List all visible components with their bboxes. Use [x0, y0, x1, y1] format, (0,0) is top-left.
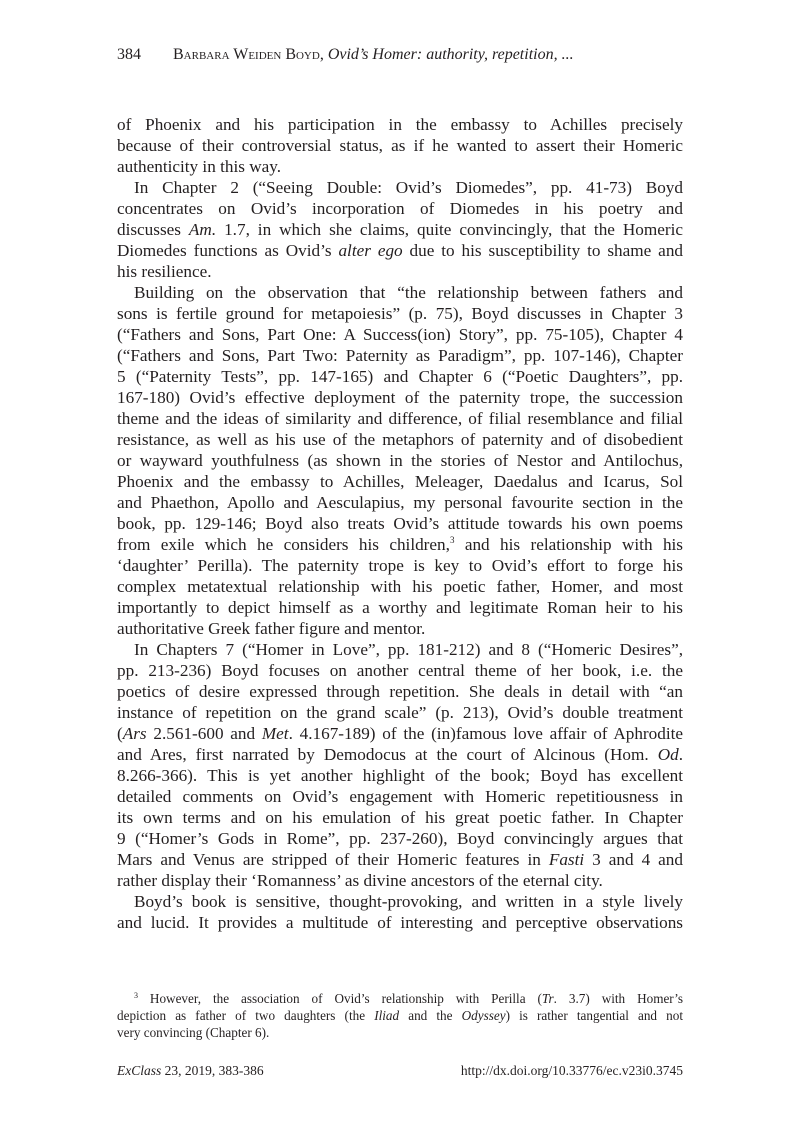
text-run: In Chapter 2 (“Seeing Double: Ovid’s Diomedes”, pp. 41-73) Boyd [134, 178, 683, 197]
text-run: Mars and Venus are stripped of their Homeric features in [117, 850, 549, 869]
text-run: his resilience. [117, 262, 212, 281]
text-line [117, 786, 683, 807]
footnote [117, 990, 683, 1041]
text-run: and his relationship with his [454, 535, 683, 554]
text-line [117, 135, 683, 156]
italic-text: Odyssey [461, 1008, 506, 1023]
text-run: Phoenix and the embassy to Achilles, Meleager, Daedalus and Icarus, Sol [117, 472, 683, 491]
text-run: very convincing (Chapter 6). [117, 1025, 270, 1040]
text-run: concentrates on Ovid’s incorporation of Diomedes in his poetry and [117, 199, 683, 218]
text-run: its own terms and on his emulation of his great poetic father. In Chapter [117, 808, 683, 827]
italic-text: Met [261, 724, 289, 743]
header-title: Ovid’s Homer: authority, repetition, ... [327, 46, 574, 63]
paragraph [117, 891, 683, 933]
text-line [117, 282, 683, 303]
text-run: of Phoenix and his participation in the embassy to Achilles precisely [117, 115, 683, 134]
text-line [117, 261, 683, 282]
footnote-line [117, 1007, 683, 1024]
text-run: ) is rather tangential and not [505, 1008, 684, 1023]
text-run: and Ares, first narrated by Demodocus at the court of Alcinous (Hom. [117, 745, 658, 764]
text-run: 167-180) Ovid’s effective deployment of the paternity trope, the succession [117, 388, 683, 407]
text-line [117, 681, 683, 702]
footer-citation [117, 1063, 264, 1079]
text-run: authoritative Greek father figure and mentor. [117, 619, 426, 638]
text-run: In Chapters 7 (“Homer in Love”, pp. 181-212) and 8 (“Homeric Desires”, [134, 640, 683, 659]
text-run: However, the association of Ovid’s relationship with Perilla ( [138, 991, 542, 1006]
text-line [117, 450, 683, 471]
text-line [117, 912, 683, 933]
text-run: and the [399, 1008, 462, 1023]
text-run: or wayward youthfulness (as shown in the stories of Nestor and Antilochus, [117, 451, 683, 470]
text-run: poetics of desire expressed through repetition. She deals in detail with “an [117, 682, 683, 701]
text-run: . 3.7) with Homer’s [553, 991, 683, 1006]
text-line [117, 345, 683, 366]
footnote-line [117, 990, 683, 1007]
italic-text: Am. [188, 220, 217, 239]
text-run: . 4.167-189) of the (in)famous love affair of Aphrodite [288, 724, 684, 743]
text-run: 2.561-600 and [146, 724, 262, 743]
text-run: from exile which he considers his children, [117, 535, 450, 554]
text-run: and Phaethon, Apollo and Aesculapius, my personal favourite section in the [117, 493, 683, 512]
text-run: due to his susceptibility to shame and [402, 241, 684, 260]
text-line [117, 870, 683, 891]
text-run: pp. 213-236) Boyd focuses on another central theme of her book, i.e. the [117, 661, 683, 680]
text-line [117, 849, 683, 870]
paragraph [117, 282, 683, 639]
text-run: rather display their ‘Romanness’ as divine ancestors of the eternal city. [117, 871, 603, 890]
text-line [117, 744, 683, 765]
text-run: depiction as father of two daughters (the [117, 1008, 375, 1023]
text-run: ‘daughter’ Perilla). The paternity trope is key to Ovid’s effort to forge his [117, 556, 683, 575]
body-text [117, 114, 683, 933]
text-line [117, 702, 683, 723]
text-line [117, 597, 683, 618]
text-run: instance of repetition on the grand scale” (p. 213), Ovid’s double treatment [117, 703, 683, 722]
text-line [117, 240, 683, 261]
text-line [117, 723, 683, 744]
text-run: (“Fathers and Sons, Part Two: Paternity as Paradigm”, pp. 107-146), Chapter [117, 346, 683, 365]
text-run: resistance, as well as his use of the metaphors of paternity and of disobedient [117, 430, 683, 449]
doi-link[interactable]: http://dx.doi.org/10.33776/ec.v23i0.3745 [460, 1063, 683, 1078]
italic-text: Iliad [374, 1008, 400, 1023]
text-run: and lucid. It provides a multitude of interesting and perceptive observations [117, 913, 683, 932]
journal-name: ExClass [117, 1063, 162, 1078]
text-line [117, 219, 683, 240]
text-run: sons is fertile ground for metapoiesis” (p. 75), Boyd discusses in Chapter 3 [117, 304, 683, 323]
text-run: 1.7, in which she claims, quite convincingly, that the Homeric [216, 220, 683, 239]
text-run: complex metatextual relationship with his poetic father, Homer, and most [117, 577, 683, 596]
text-line [117, 177, 683, 198]
text-line [117, 513, 683, 534]
text-run: Building on the observation that “the relationship between fathers and [134, 283, 683, 302]
text-line [117, 492, 683, 513]
text-line [117, 387, 683, 408]
text-run: importantly to depict himself as a worthy and legitimate Roman heir to his [117, 598, 683, 617]
text-run: (“Fathers and Sons, Part One: A Success(ion) Story”, pp. 75-105), Chapter 4 [117, 325, 683, 344]
italic-text: Fasti [548, 850, 585, 869]
text-run: . [678, 745, 683, 764]
header-separator: , [319, 46, 328, 63]
footnote-line [117, 1024, 683, 1041]
issue-info: 23, 2019, 383-386 [161, 1063, 264, 1078]
paragraph [117, 639, 683, 891]
text-line [117, 660, 683, 681]
text-run: book, pp. 129-146; Boyd also treats Ovid’s attitude towards his own poems [117, 514, 683, 533]
footnote-marker: 3 [134, 991, 138, 1000]
text-run: 9 (“Homer’s Gods in Rome”, pp. 237-260), Boyd convincingly argues that [117, 829, 683, 848]
text-run: 3 and 4 and [584, 850, 683, 869]
text-line [117, 534, 683, 555]
text-line [117, 765, 683, 786]
text-line [117, 807, 683, 828]
text-run: detailed comments on Ovid’s engagement with Homeric repetitiousness in [117, 787, 683, 806]
paragraph [117, 177, 683, 282]
italic-text: Ars [122, 724, 147, 743]
text-line [117, 114, 683, 135]
text-line [117, 555, 683, 576]
text-line [117, 303, 683, 324]
running-header [117, 46, 574, 64]
text-line [117, 198, 683, 219]
text-run: discusses [117, 220, 189, 239]
text-line [117, 639, 683, 660]
text-run: because of their controversial status, as if he wanted to assert their Homeric [117, 136, 683, 155]
text-run: authenticity in this way. [117, 157, 282, 176]
text-run: theme and the ideas of similarity and difference, of filial resemblance and filial [117, 409, 683, 428]
italic-text: alter ego [338, 241, 403, 260]
text-line [117, 828, 683, 849]
text-line [117, 891, 683, 912]
text-line [117, 576, 683, 597]
text-line [117, 618, 683, 639]
text-run: Boyd’s book is sensitive, thought-provoking, and written in a style lively [134, 892, 683, 911]
italic-text: Od [657, 745, 679, 764]
text-line [117, 471, 683, 492]
page-number: 384 [117, 46, 141, 63]
footnote-marker: 3 [449, 535, 455, 545]
italic-text: Tr [541, 991, 554, 1006]
running-footer [117, 1063, 683, 1079]
text-run: 8.266-366). This is yet another highlight of the book; Boyd has excellent [117, 766, 683, 785]
text-line [117, 156, 683, 177]
text-run: Diomedes functions as Ovid’s [117, 241, 339, 260]
text-line [117, 324, 683, 345]
paragraph [117, 114, 683, 177]
text-run: 5 (“Paternity Tests”, pp. 147-165) and Chapter 6 (“Poetic Daughters”, pp. [117, 367, 683, 386]
text-line [117, 366, 683, 387]
text-run: ( [117, 724, 123, 743]
text-line [117, 408, 683, 429]
text-line [117, 429, 683, 450]
header-author: Barbara Weiden Boyd [173, 46, 320, 63]
